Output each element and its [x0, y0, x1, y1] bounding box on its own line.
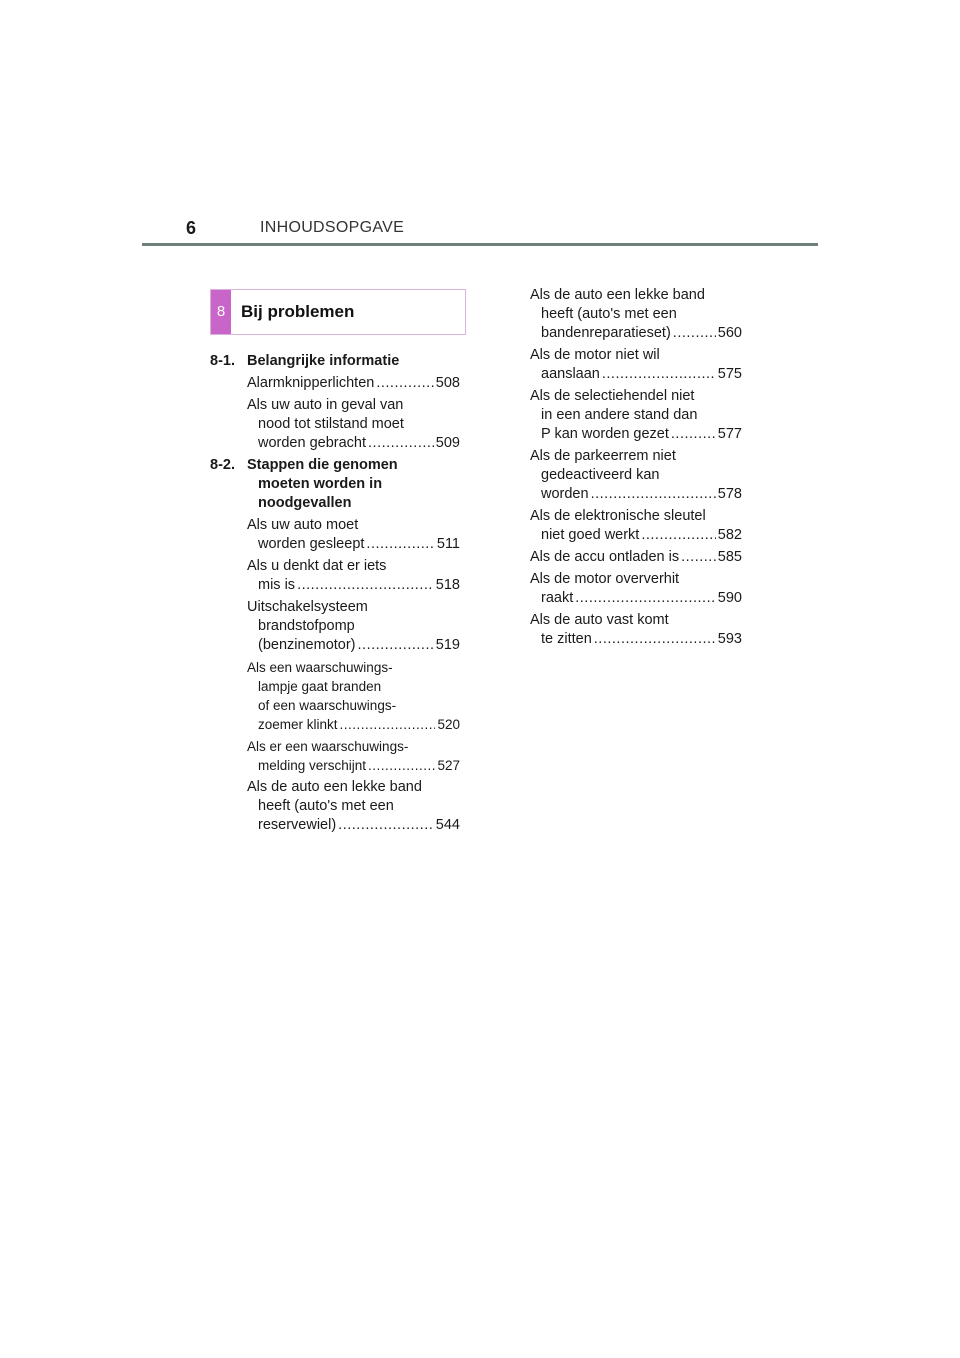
toc-entry-text: mis is [258, 577, 296, 593]
toc-entry[interactable] [247, 737, 460, 775]
toc-entry-text: reservewiel) [258, 817, 337, 833]
toc-dot-leader [671, 425, 716, 444]
toc-page-number: 582 [717, 527, 742, 543]
toc-dot-leader [575, 589, 716, 608]
toc-entry-last-line [247, 636, 460, 655]
toc-entry[interactable] [530, 447, 742, 504]
toc-entry[interactable] [247, 396, 460, 453]
toc-entry-last-line [247, 816, 460, 835]
toc-entry-text: te zitten [541, 631, 592, 647]
toc-entry-line: gedeactiveerd kan [541, 467, 660, 483]
header-divider [142, 243, 818, 246]
toc-entry-text: aanslaan [541, 366, 600, 382]
toc-group-title-line: noodgevallen [258, 495, 352, 511]
toc-entry-text: worden gebracht [258, 435, 367, 451]
toc-entry[interactable] [530, 548, 742, 567]
toc-entry-line: Als de elektronische sleutel [530, 508, 706, 524]
toc-entry-line: Als u denkt dat er iets [247, 558, 387, 574]
toc-group-title-line: moeten worden in [258, 476, 383, 492]
toc-dot-leader [297, 576, 434, 595]
toc-entry[interactable] [247, 516, 460, 554]
toc-entry[interactable] [530, 286, 742, 343]
toc-entry[interactable] [247, 658, 460, 734]
toc-entry-last-line [530, 485, 742, 504]
toc-entry-line: Als de motor oververhit [530, 571, 680, 587]
toc-page-number: 544 [435, 817, 460, 833]
toc-entry[interactable] [530, 611, 742, 649]
toc-entry-line: Als een waarschuwings- [247, 660, 393, 675]
toc-dot-leader [340, 715, 436, 734]
toc-dot-leader [366, 535, 434, 554]
toc-entry[interactable] [530, 507, 742, 545]
toc-entry-text: bandenreparatieset) [541, 325, 671, 341]
toc-entry-text: zoemer klinkt [258, 717, 338, 732]
toc-group-number: 8-2. [210, 457, 235, 473]
toc-entry[interactable] [247, 374, 460, 393]
toc-left-column [210, 352, 460, 838]
toc-dot-leader [358, 636, 434, 655]
toc-entry[interactable] [530, 346, 742, 384]
toc-page-number: 577 [717, 426, 742, 442]
toc-page-number: 593 [717, 631, 742, 647]
toc-group-title [247, 352, 460, 371]
toc-page-number: 575 [717, 366, 742, 382]
toc-entry[interactable] [530, 387, 742, 444]
toc-entry-text: Alarmknipperlichten [247, 375, 375, 391]
toc-entry-last-line [530, 548, 742, 567]
toc-dot-leader [368, 434, 434, 453]
toc-dot-leader [368, 756, 435, 775]
toc-group-heading [210, 352, 460, 371]
toc-entry-line: Als de parkeerrem niet [530, 448, 676, 464]
toc-dot-leader [376, 374, 433, 393]
toc-entry-text: raakt [541, 590, 574, 606]
toc-entry[interactable] [247, 598, 460, 655]
toc-entry-text: Als de accu ontladen is [530, 549, 680, 565]
header-title: INHOUDSOPGAVE [260, 219, 405, 236]
toc-entry-last-line [530, 630, 742, 649]
toc-entry[interactable] [247, 778, 460, 835]
toc-dot-leader [602, 365, 716, 384]
toc-page-number: 519 [435, 637, 460, 653]
toc-page-number: 585 [717, 549, 742, 565]
toc-entry-text: (benzinemotor) [258, 637, 356, 653]
toc-group-number: 8-1. [210, 353, 235, 369]
toc-entry-line: nood tot stilstand moet [258, 416, 404, 432]
toc-dot-leader [591, 485, 716, 504]
section-title: Bij problemen [241, 302, 355, 321]
toc-entry-line: Als er een waarschuwings- [247, 739, 409, 754]
toc-entry-line: Als uw auto in geval van [247, 397, 404, 413]
toc-entry-line: Als de auto vast komt [530, 612, 669, 628]
toc-entry-last-line [530, 425, 742, 444]
toc-entry-last-line [247, 576, 460, 595]
toc-dot-leader [338, 816, 434, 835]
toc-entry-line: heeft (auto's met een [258, 798, 394, 814]
section-number-tab: 8 [211, 290, 231, 334]
toc-entry-line: in een andere stand dan [541, 407, 698, 423]
toc-entry-text: P kan worden gezet [541, 426, 669, 442]
toc-group-title-line: Stappen die genomen [247, 457, 398, 473]
toc-group-title [247, 456, 460, 513]
toc-entry-line: lampje gaat branden [258, 679, 382, 694]
toc-entry[interactable] [247, 557, 460, 595]
section-heading [210, 289, 466, 335]
toc-entry-last-line [530, 365, 742, 384]
toc-entry-text: melding verschijnt [258, 758, 367, 773]
toc-entry-last-line [530, 526, 742, 545]
toc-entry-last-line [247, 715, 460, 734]
page-header [142, 212, 818, 246]
toc-page-number: 509 [435, 435, 460, 451]
toc-entry-line: Als de auto een lekke band [247, 779, 422, 795]
toc-entry-line: brandstofpomp [258, 618, 355, 634]
toc-entry-line: Als uw auto moet [247, 517, 359, 533]
toc-page-number: 527 [437, 758, 460, 773]
toc-page-number: 590 [717, 590, 742, 606]
toc-entry-text: worden [541, 486, 589, 502]
toc-dot-leader [641, 526, 715, 545]
toc-entry-line: Als de selectiehendel niet [530, 388, 695, 404]
toc-entry-line: of een waarschuwings- [258, 698, 397, 713]
toc-dot-leader [681, 548, 716, 567]
toc-entry-line: Als de auto een lekke band [530, 287, 705, 303]
toc-group-heading [210, 456, 460, 513]
toc-page-number: 560 [717, 325, 742, 341]
toc-right-column [530, 286, 742, 652]
toc-dot-leader [594, 630, 716, 649]
toc-entry[interactable] [530, 570, 742, 608]
toc-entry-last-line [247, 434, 460, 453]
toc-entry-line: Als de motor niet wil [530, 347, 660, 363]
toc-entry-last-line [247, 535, 460, 554]
toc-entry-text: worden gesleept [258, 536, 365, 552]
toc-entry-last-line [530, 324, 742, 343]
toc-page-number: 518 [435, 577, 460, 593]
toc-entry-last-line [247, 756, 460, 775]
toc-entry-line: Uitschakelsysteem [247, 599, 368, 615]
toc-page-number: 578 [717, 486, 742, 502]
toc-entry-text: niet goed werkt [541, 527, 640, 543]
page-number: 6 [186, 218, 197, 238]
toc-group-title-line: Belangrijke informatie [247, 353, 400, 369]
toc-dot-leader [673, 324, 716, 343]
toc-entry-last-line [247, 374, 460, 393]
toc-entry-line: heeft (auto's met een [541, 306, 677, 322]
toc-page-number: 508 [435, 375, 460, 391]
toc-entry-last-line [530, 589, 742, 608]
toc-page-number: 511 [436, 536, 460, 552]
toc-page-number: 520 [437, 717, 460, 732]
